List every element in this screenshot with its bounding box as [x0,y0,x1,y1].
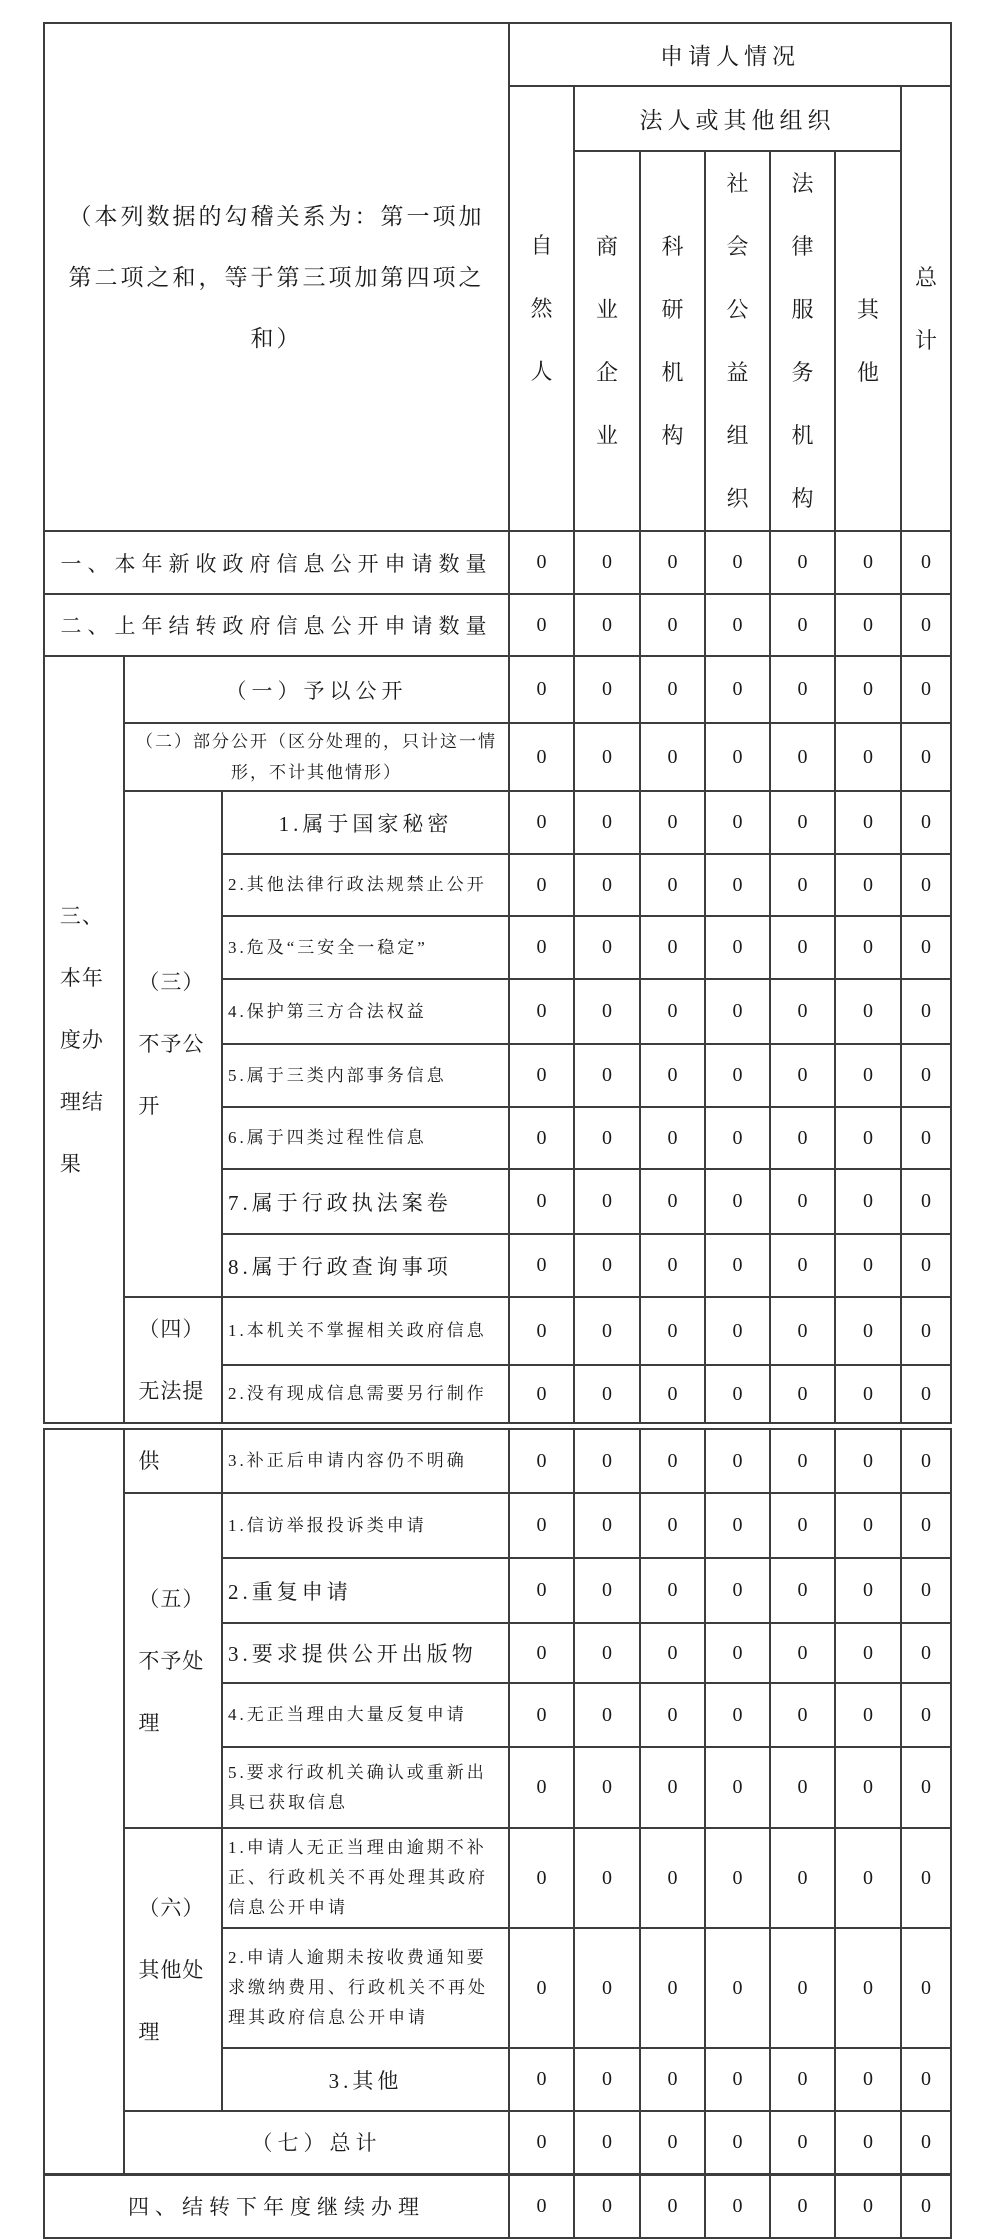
value-cell: 0 [640,1493,705,1558]
value-cell: 0 [509,723,574,791]
group-label-no-disclose: （三）不予公开 [124,791,222,1297]
value-cell: 0 [835,1429,901,1493]
col-header-social-org: 社 会 公 益 组 织 [705,151,770,531]
row-label-admin-inquiry: 8.属于行政查询事项 [222,1234,509,1297]
value-cell: 0 [770,979,835,1044]
col-header-business: 商 业 企 业 [574,151,640,531]
value-cell: 0 [509,1828,574,1928]
value-cell: 0 [640,2048,705,2111]
value-cell: 0 [770,1234,835,1297]
table-row [44,594,951,656]
value-cell: 0 [574,723,640,791]
col-header-legal-service: 法 律 服 务 机 构 [770,151,835,531]
value-cell: 0 [835,594,901,656]
value-cell: 0 [509,791,574,854]
value-cell: 0 [770,791,835,854]
value-cell: 0 [835,916,901,979]
row-label-endanger-safety: 3.危及“三安全一稳定” [222,916,509,979]
value-cell: 0 [574,1558,640,1623]
value-cell: 0 [705,656,770,723]
value-cell: 0 [509,1297,574,1365]
row-label-published-material: 3.要求提供公开出版物 [222,1623,509,1683]
value-cell: 0 [574,1928,640,2048]
value-cell: 0 [705,723,770,791]
value-cell: 0 [705,2111,770,2174]
value-cell: 0 [901,2048,951,2111]
value-cell: 0 [509,2174,574,2238]
table-row [44,1297,951,1365]
value-cell: 0 [574,1297,640,1365]
row-label-repeat-request: 2.重复申请 [222,1558,509,1623]
value-cell: 0 [835,1828,901,1928]
value-cell: 0 [770,1297,835,1365]
value-cell: 0 [574,1429,640,1493]
value-cell: 0 [574,854,640,916]
value-cell: 0 [835,723,901,791]
group-label-section3: 三、本年度办理结果 [44,656,124,1423]
table-row [44,1493,951,1558]
value-cell: 0 [770,1493,835,1558]
value-cell: 0 [640,1828,705,1928]
value-cell: 0 [835,2174,901,2238]
value-cell: 0 [640,1747,705,1828]
value-cell: 0 [509,1429,574,1493]
value-cell: 0 [705,2174,770,2238]
value-cell: 0 [901,1044,951,1107]
value-cell: 0 [574,916,640,979]
value-cell: 0 [509,2111,574,2174]
value-cell: 0 [509,1365,574,1423]
value-cell: 0 [574,1107,640,1169]
value-cell: 0 [901,1747,951,1828]
row-label-carry-forward: 四、结转下年度继续办理 [44,2174,509,2238]
value-cell: 0 [835,1234,901,1297]
value-cell: 0 [770,2174,835,2238]
row-label-state-secret: 1.属于国家秘密 [222,791,509,854]
value-cell: 0 [770,1169,835,1234]
value-cell: 0 [574,1747,640,1828]
value-cell: 0 [835,979,901,1044]
value-cell: 0 [509,979,574,1044]
value-cell: 0 [509,1493,574,1558]
value-cell: 0 [835,1169,901,1234]
value-cell: 0 [705,1558,770,1623]
value-cell: 0 [770,1683,835,1747]
value-cell: 0 [574,1234,640,1297]
value-cell: 0 [770,2048,835,2111]
value-cell: 0 [835,2111,901,2174]
value-cell: 0 [705,1623,770,1683]
value-cell: 0 [574,2174,640,2238]
value-cell: 0 [770,531,835,594]
value-cell: 0 [574,1169,640,1234]
value-cell: 0 [835,1558,901,1623]
value-cell: 0 [705,1828,770,1928]
value-cell: 0 [705,1365,770,1423]
row-label-disclosed: （一）予以公开 [124,656,509,723]
value-cell: 0 [705,791,770,854]
value-cell: 0 [835,2048,901,2111]
value-cell: 0 [705,1928,770,2048]
value-cell: 0 [705,916,770,979]
value-cell: 0 [574,2048,640,2111]
value-cell: 0 [705,594,770,656]
row-label-overdue-no-payment: 2.申请人逾期未按收费通知要求缴纳费用、行政机关不再处理其政府信息公开申请 [222,1928,509,2048]
row-label-other-handling-other: 3.其他 [222,2048,509,2111]
value-cell: 0 [901,854,951,916]
row-label-partial-disclosure: （二）部分公开（区分处理的，只计这一情形，不计其他情形） [124,723,509,791]
value-cell: 0 [901,1365,951,1423]
statistics-table-part2 [43,1428,952,2239]
row-label-internal-affairs: 5.属于三类内部事务信息 [222,1044,509,1107]
row-label-still-unclear: 3.补正后申请内容仍不明确 [222,1429,509,1493]
value-cell: 0 [705,1297,770,1365]
table-row [44,656,951,723]
value-cell: 0 [640,1928,705,2048]
table-row [44,2174,951,2238]
row-label-overdue-no-correction: 1.申请人无正当理由逾期不补正、行政机关不再处理其政府信息公开申请 [222,1828,509,1928]
value-cell: 0 [640,1623,705,1683]
value-cell: 0 [705,531,770,594]
value-cell: 0 [901,1623,951,1683]
table-row [44,1429,951,1493]
value-cell: 0 [835,656,901,723]
row-label-law-forbidden: 2.其他法律行政法规禁止公开 [222,854,509,916]
value-cell: 0 [770,1928,835,2048]
row-label-subtotal: （七）总计 [124,2111,509,2174]
value-cell: 0 [574,791,640,854]
value-cell: 0 [640,656,705,723]
value-cell: 0 [640,854,705,916]
value-cell: 0 [640,594,705,656]
value-cell: 0 [509,1107,574,1169]
row-label-petition-complaint: 1.信访举报投诉类申请 [222,1493,509,1558]
value-cell: 0 [770,1365,835,1423]
value-cell: 0 [901,1928,951,2048]
value-cell: 0 [901,1558,951,1623]
value-cell: 0 [574,1365,640,1423]
value-cell: 0 [705,1169,770,1234]
group-label-unable-provide: （四）无法提 [124,1297,222,1423]
value-cell: 0 [705,2048,770,2111]
group-label-unable-provide-continued: 供 [124,1429,222,1493]
table-row [44,791,951,854]
value-cell: 0 [574,2111,640,2174]
table-row [44,1828,951,1928]
value-cell: 0 [574,594,640,656]
value-cell: 0 [705,1234,770,1297]
value-cell: 0 [640,1297,705,1365]
value-cell: 0 [901,1828,951,1928]
value-cell: 0 [705,1107,770,1169]
value-cell: 0 [770,2111,835,2174]
value-cell: 0 [901,723,951,791]
value-cell: 0 [509,1169,574,1234]
statistics-table-part1 [43,22,952,1424]
value-cell: 0 [835,1107,901,1169]
value-cell: 0 [574,1623,640,1683]
value-cell: 0 [509,1234,574,1297]
value-cell: 0 [574,979,640,1044]
value-cell: 0 [574,1828,640,1928]
group-label-section3-continued [44,1429,124,2174]
header-legal-org: 法人或其他组织 [574,86,901,151]
corner-note-cell [44,23,509,531]
value-cell: 0 [509,531,574,594]
value-cell: 0 [835,854,901,916]
value-cell: 0 [770,1828,835,1928]
col-header-natural-person: 自 然 人 [509,86,574,531]
value-cell: 0 [509,1623,574,1683]
value-cell: 0 [705,1429,770,1493]
value-cell: 0 [835,1365,901,1423]
value-cell: 0 [901,1683,951,1747]
corner-note: （本列数据的勾稽关系为：第一项加第二项之和，等于第三项加第四项之和） [68,203,485,351]
value-cell: 0 [901,531,951,594]
value-cell: 0 [770,594,835,656]
value-cell: 0 [901,1297,951,1365]
value-cell: 0 [574,1493,640,1558]
value-cell: 0 [509,1928,574,2048]
value-cell: 0 [835,1928,901,2048]
value-cell: 0 [640,1234,705,1297]
col-header-total: 总 计 [901,86,951,531]
value-cell: 0 [574,1683,640,1747]
value-cell: 0 [901,2111,951,2174]
table-row [44,2111,951,2174]
value-cell: 0 [770,1623,835,1683]
value-cell: 0 [509,1747,574,1828]
value-cell: 0 [770,1044,835,1107]
value-cell: 0 [770,656,835,723]
value-cell: 0 [901,916,951,979]
value-cell: 0 [640,1558,705,1623]
value-cell: 0 [509,594,574,656]
value-cell: 0 [835,791,901,854]
value-cell: 0 [705,979,770,1044]
value-cell: 0 [901,1234,951,1297]
value-cell: 0 [835,1297,901,1365]
value-cell: 0 [770,1558,835,1623]
value-cell: 0 [640,916,705,979]
value-cell: 0 [901,1493,951,1558]
value-cell: 0 [901,979,951,1044]
value-cell: 0 [509,1044,574,1107]
value-cell: 0 [901,1429,951,1493]
value-cell: 0 [509,854,574,916]
value-cell: 0 [640,1683,705,1747]
value-cell: 0 [770,854,835,916]
value-cell: 0 [640,1044,705,1107]
value-cell: 0 [574,656,640,723]
row-label-third-party-rights: 4.保护第三方合法权益 [222,979,509,1044]
value-cell: 0 [640,1429,705,1493]
value-cell: 0 [705,1683,770,1747]
row-label-new-requests: 一、本年新收政府信息公开申请数量 [44,531,509,594]
value-cell: 0 [640,979,705,1044]
value-cell: 0 [705,1493,770,1558]
header-applicant-situation: 申请人情况 [509,23,951,86]
value-cell: 0 [770,916,835,979]
row-label-process-info: 6.属于四类过程性信息 [222,1107,509,1169]
value-cell: 0 [770,723,835,791]
value-cell: 0 [901,1107,951,1169]
value-cell: 0 [705,1044,770,1107]
value-cell: 0 [770,1429,835,1493]
value-cell: 0 [574,1044,640,1107]
value-cell: 0 [835,1493,901,1558]
row-label-confirm-obtained-info: 5.要求行政机关确认或重新出具已获取信息 [222,1747,509,1828]
value-cell: 0 [705,1747,770,1828]
value-cell: 0 [901,594,951,656]
value-cell: 0 [640,2111,705,2174]
value-cell: 0 [640,1107,705,1169]
value-cell: 0 [640,531,705,594]
col-header-research: 科 研 机 构 [640,151,705,531]
row-label-enforcement-files: 7.属于行政执法案卷 [222,1169,509,1234]
table-row [44,531,951,594]
row-label-mass-repeated: 4.无正当理由大量反复申请 [222,1683,509,1747]
row-label-carried-over: 二、上年结转政府信息公开申请数量 [44,594,509,656]
value-cell: 0 [901,1169,951,1234]
value-cell: 0 [835,1747,901,1828]
value-cell: 0 [835,1044,901,1107]
col-header-other: 其 他 [835,151,901,531]
value-cell: 0 [770,1107,835,1169]
value-cell: 0 [509,1683,574,1747]
value-cell: 0 [835,1623,901,1683]
value-cell: 0 [640,2174,705,2238]
row-label-not-held: 1.本机关不掌握相关政府信息 [222,1297,509,1365]
value-cell: 0 [770,1747,835,1828]
value-cell: 0 [705,854,770,916]
value-cell: 0 [640,791,705,854]
group-label-no-process: （五）不予处理 [124,1493,222,1828]
value-cell: 0 [835,1683,901,1747]
value-cell: 0 [901,791,951,854]
value-cell: 0 [509,2048,574,2111]
table-row [44,723,951,791]
value-cell: 0 [640,1169,705,1234]
value-cell: 0 [640,1365,705,1423]
value-cell: 0 [901,2174,951,2238]
value-cell: 0 [509,916,574,979]
value-cell: 0 [901,656,951,723]
value-cell: 0 [640,723,705,791]
value-cell: 0 [835,531,901,594]
value-cell: 0 [509,656,574,723]
group-label-other-handling: （六）其他处理 [124,1828,222,2111]
value-cell: 0 [509,1558,574,1623]
row-label-need-creation: 2.没有现成信息需要另行制作 [222,1365,509,1423]
value-cell: 0 [574,531,640,594]
